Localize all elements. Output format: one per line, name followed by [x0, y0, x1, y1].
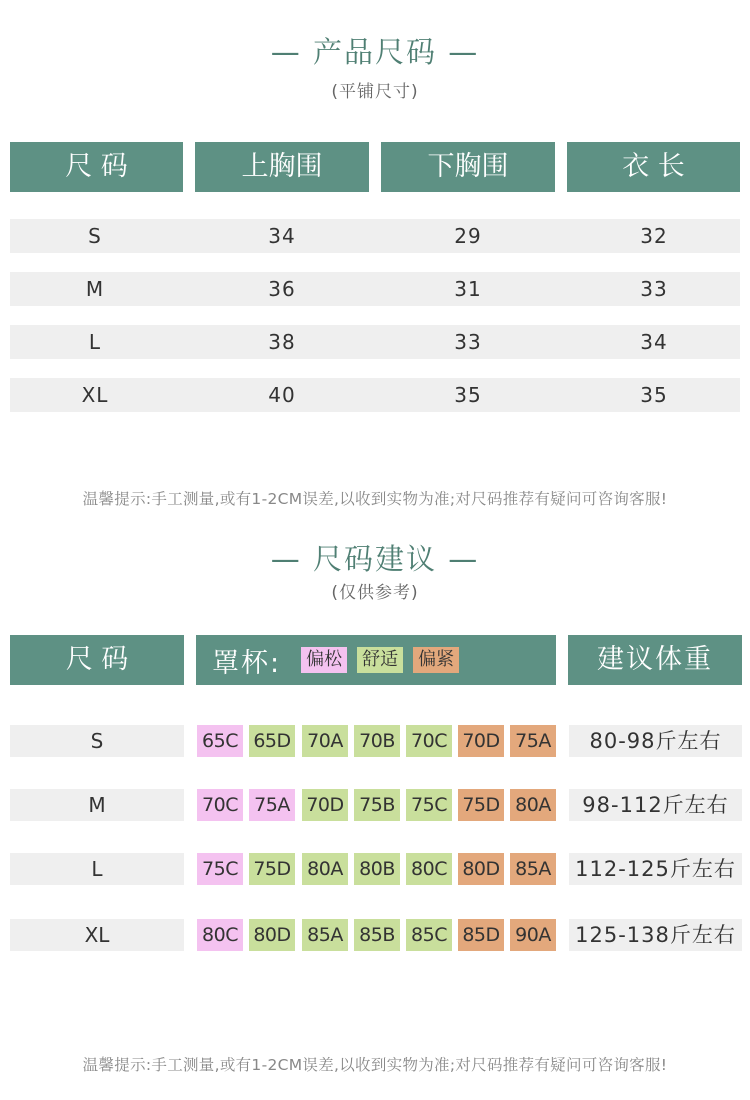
cup-size-cell: 80D	[458, 853, 504, 885]
cup-size-cell: 75A	[249, 789, 295, 821]
cup-size-cell: 70A	[302, 725, 348, 757]
cup-size-cell: 75A	[510, 725, 556, 757]
cup-size-cell: 75C	[406, 789, 452, 821]
table-cell: 33	[640, 277, 668, 301]
cup-size-cell: 80D	[249, 919, 295, 951]
size-advice-note: 温馨提示:手工测量,或有1-2CM误差,以收到实物为准;对尺码推荐有疑问可咨询客服!	[82, 1056, 668, 1074]
cup-size-cell: 85D	[458, 919, 504, 951]
cup-size-cell: 70C	[406, 725, 452, 757]
advice-size-cell: S	[10, 725, 184, 757]
table-cell: 35	[640, 383, 668, 407]
size-chart-title: — 产品尺码 —	[270, 35, 480, 69]
cup-size-cell: 75C	[197, 853, 243, 885]
cup-size-cell: 90A	[510, 919, 556, 951]
cup-label: 罩杯:	[212, 647, 282, 679]
size-chart-subtitle: (平铺尺寸)	[331, 82, 419, 102]
table-cell: 34	[640, 330, 668, 354]
size-advice-subtitle: (仅供参考)	[331, 583, 419, 603]
cup-size-cell: 65C	[197, 725, 243, 757]
table-cell: 33	[454, 330, 482, 354]
cup-size-cell: 75D	[458, 789, 504, 821]
header-under-bust: 下胸围	[381, 142, 555, 192]
cup-size-cell: 80A	[510, 789, 556, 821]
table-cell: 36	[268, 277, 296, 301]
legend-loose: 偏松	[301, 647, 347, 673]
weight-cell: 98-112斤左右	[569, 789, 742, 821]
table-cell: 38	[268, 330, 296, 354]
legend-tight: 偏紧	[413, 647, 459, 673]
table-cell: 31	[454, 277, 482, 301]
advice-header-cup	[196, 635, 556, 685]
advice-header-size: 尺 码	[10, 635, 184, 685]
advice-header-weight: 建议体重	[568, 635, 742, 685]
cup-size-cell: 85B	[354, 919, 400, 951]
cup-size-cell: 65D	[249, 725, 295, 757]
table-cell: XL	[81, 383, 109, 407]
table-cell: 29	[454, 224, 482, 248]
cup-size-cell: 75B	[354, 789, 400, 821]
cup-size-cell: 80B	[354, 853, 400, 885]
header-upper-bust: 上胸围	[195, 142, 369, 192]
size-chart-note: 温馨提示:手工测量,或有1-2CM误差,以收到实物为准;对尺码推荐有疑问可咨询客服!	[82, 490, 668, 508]
cup-size-cell: 80C	[197, 919, 243, 951]
weight-cell: 112-125斤左右	[569, 853, 742, 885]
table-cell: 32	[640, 224, 668, 248]
header-size: 尺 码	[10, 142, 183, 192]
cup-size-cell: 85C	[406, 919, 452, 951]
cup-size-cell: 80A	[302, 853, 348, 885]
cup-size-cell: 70C	[197, 789, 243, 821]
table-cell: 35	[454, 383, 482, 407]
weight-cell: 125-138斤左右	[569, 919, 742, 951]
cup-size-cell: 70B	[354, 725, 400, 757]
table-cell: L	[88, 330, 102, 354]
advice-size-cell: XL	[10, 919, 184, 951]
header-length: 衣 长	[567, 142, 740, 192]
advice-size-cell: M	[10, 789, 184, 821]
cup-size-cell: 80C	[406, 853, 452, 885]
cup-size-cell: 85A	[510, 853, 556, 885]
table-cell: 34	[268, 224, 296, 248]
weight-cell: 80-98斤左右	[569, 725, 742, 757]
table-cell: 40	[268, 383, 296, 407]
cup-size-cell: 85A	[302, 919, 348, 951]
size-advice-title: — 尺码建议 —	[270, 542, 480, 576]
cup-size-cell: 70D	[458, 725, 504, 757]
cup-size-cell: 70D	[302, 789, 348, 821]
cup-size-cell: 75D	[249, 853, 295, 885]
table-cell: M	[85, 277, 105, 301]
legend-comfortable: 舒适	[357, 647, 403, 673]
table-cell: S	[88, 224, 102, 248]
advice-size-cell: L	[10, 853, 184, 885]
